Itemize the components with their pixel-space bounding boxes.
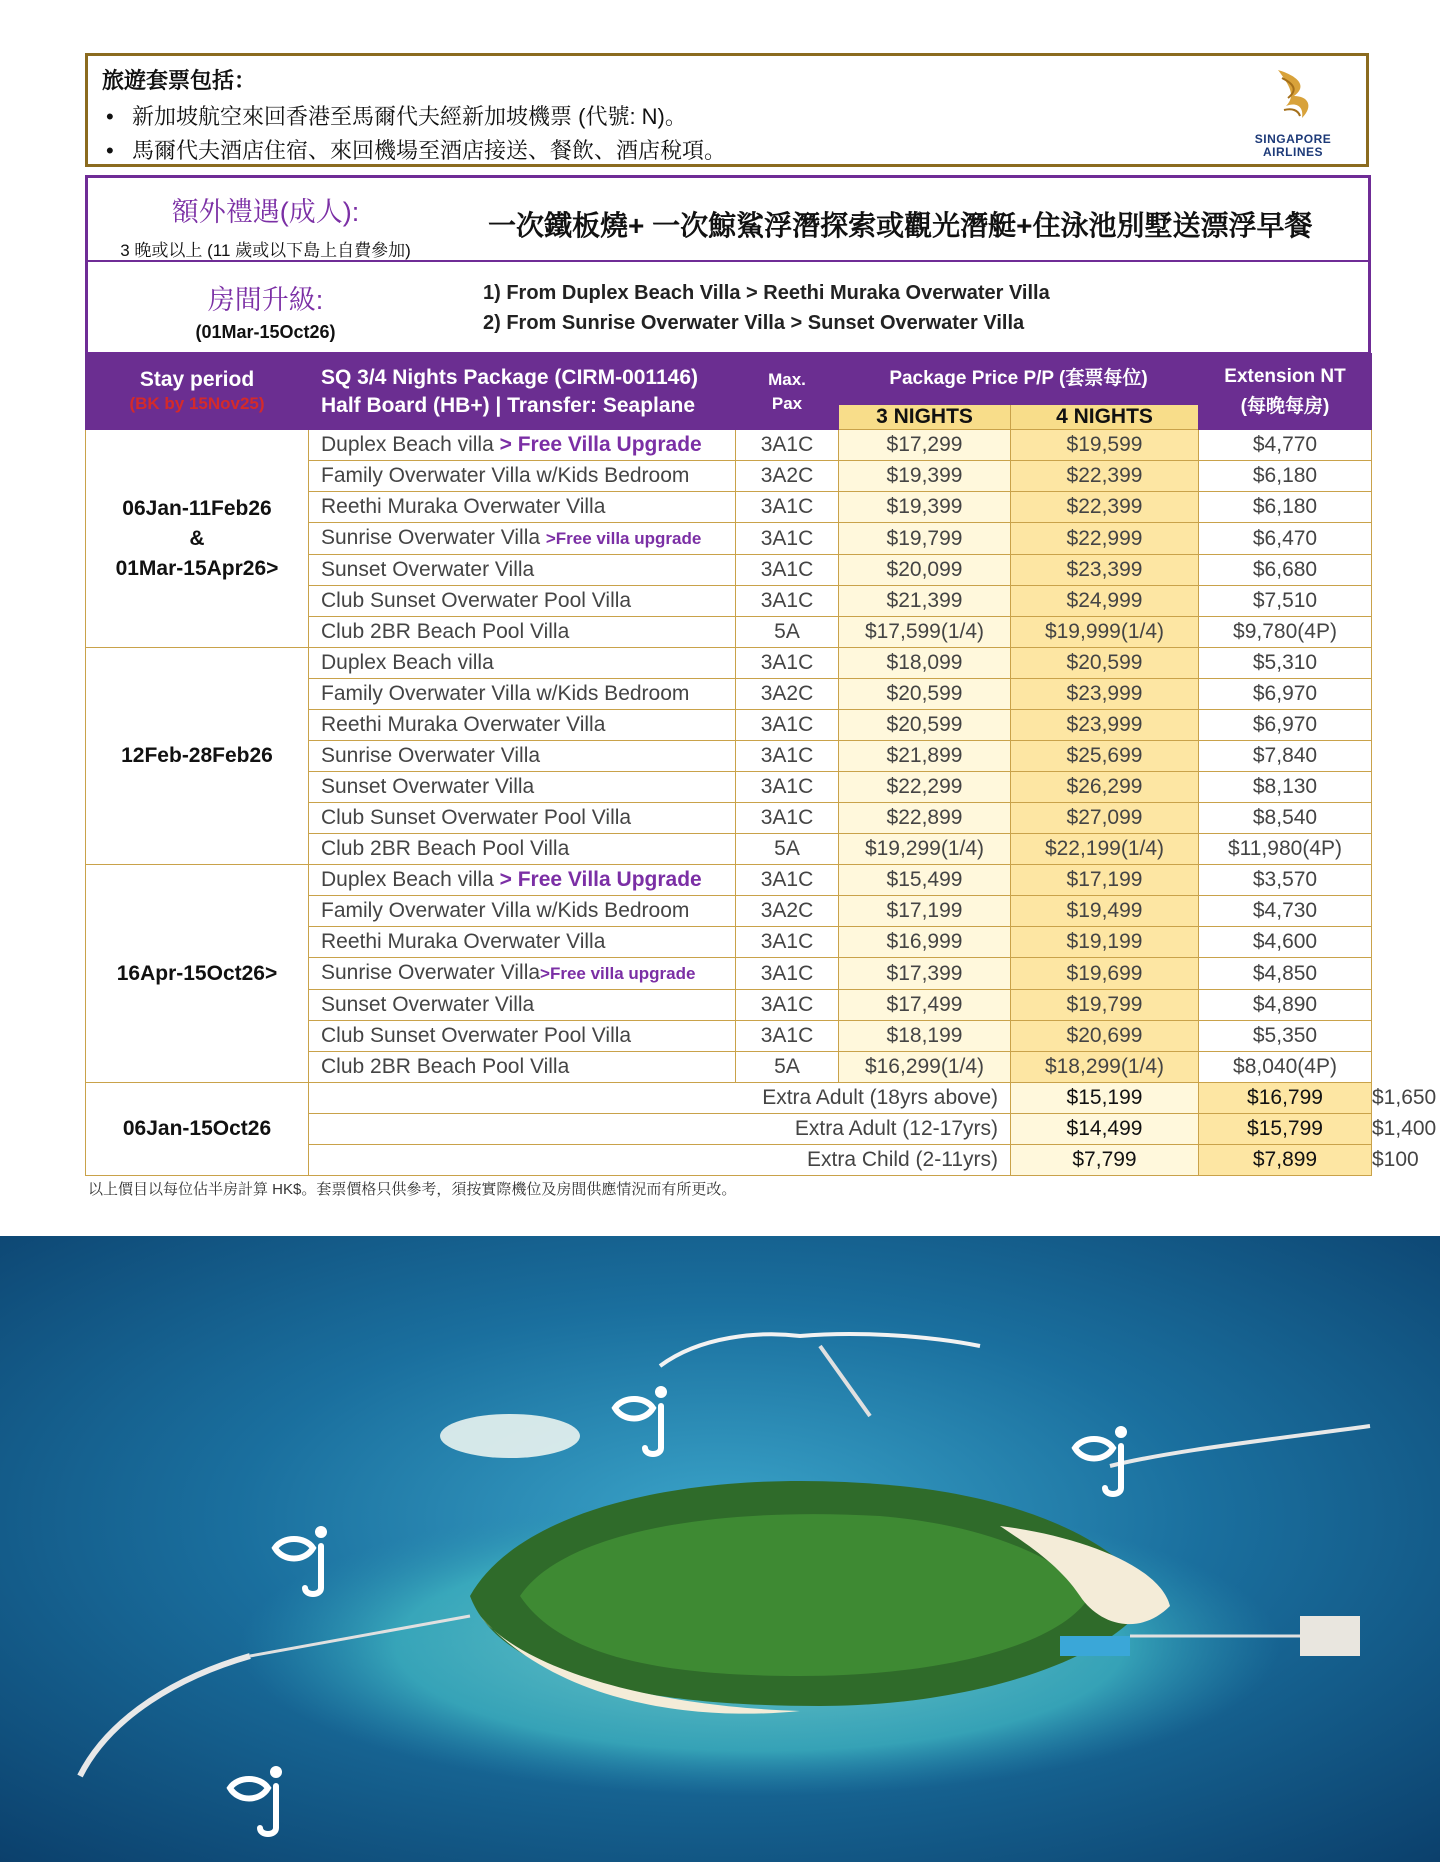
room-name-cell <box>309 958 736 990</box>
max-pax-cell: 3A2C <box>736 679 839 710</box>
price-4-nights-cell: $20,599 <box>1011 648 1199 679</box>
table-row <box>86 648 1372 679</box>
price-4-nights-cell: $27,099 <box>1011 803 1199 834</box>
price-4-nights-cell: $19,199 <box>1011 927 1199 958</box>
max-pax-cell: 5A <box>736 617 839 648</box>
room-name-cell <box>309 772 736 803</box>
room-name-cell <box>309 865 736 896</box>
max-pax-cell: 3A1C <box>736 710 839 741</box>
price-3-nights-cell: $17,399 <box>839 958 1011 990</box>
stay-period-label: 16Apr-15Oct26> <box>116 961 278 985</box>
room-name: Reethi Muraka Overwater Villa <box>321 930 606 953</box>
max-pax-cell: 3A1C <box>736 803 839 834</box>
room-name-cell <box>309 741 736 772</box>
price-4-nights-cell: $23,999 <box>1011 679 1199 710</box>
price-3-nights-cell: $19,299(1/4) <box>839 834 1011 865</box>
price-3-nights-cell: $19,399 <box>839 461 1011 492</box>
room-name: Sunrise Overwater Villa <box>321 744 541 767</box>
room-name: Reethi Muraka Overwater Villa <box>321 495 606 518</box>
price-4-nights-cell: $23,999 <box>1011 710 1199 741</box>
extension-cell: $6,180 <box>1199 492 1372 523</box>
extension-cell: $7,840 <box>1199 741 1372 772</box>
price-3-nights-cell: $18,199 <box>839 1021 1011 1052</box>
perks-heading: 額外禮遇(成人): <box>171 197 360 227</box>
price-4-nights-cell: $17,199 <box>1011 865 1199 896</box>
room-name-cell <box>309 710 736 741</box>
room-name: Family Overwater Villa w/Kids Bedroom <box>321 899 690 922</box>
price-4-nights-cell: $7,899 <box>1199 1145 1372 1176</box>
extension-cell: $4,850 <box>1199 958 1372 990</box>
bird-logo-icon <box>1268 66 1318 128</box>
price-4-nights-cell: $20,699 <box>1011 1021 1199 1052</box>
price-3-nights-cell: $14,499 <box>1011 1114 1199 1145</box>
max-pax-cell: 3A1C <box>736 741 839 772</box>
inclusion-item: • 馬爾代夫酒店住宿、來回機場至酒店接送、餐飲、酒店稅項。 <box>102 134 726 168</box>
room-name-cell <box>309 679 736 710</box>
price-3-nights-cell: $22,299 <box>839 772 1011 803</box>
table-row: Extra Child (2-11yrs) $7,799 $7,899 $100 <box>86 1145 1372 1176</box>
upgrade-heading: 房間升級: <box>207 285 324 315</box>
price-4-nights-cell: $23,399 <box>1011 555 1199 586</box>
extension-cell: $8,130 <box>1199 772 1372 803</box>
room-name: Family Overwater Villa w/Kids Bedroom <box>321 464 690 487</box>
room-name: Sunrise Overwater Villa <box>321 526 546 549</box>
stay-period-label: 06Jan-11Feb26 <box>122 496 272 520</box>
room-name-cell <box>309 555 736 586</box>
header-package <box>309 354 736 430</box>
price-4-nights-cell: $22,999 <box>1011 523 1199 555</box>
price-3-nights-cell: $17,299 <box>839 430 1011 461</box>
room-name: Sunset Overwater Villa <box>321 993 535 1016</box>
price-4-nights-cell: $19,999(1/4) <box>1011 617 1199 648</box>
perks-condition: 3 晚或以上 (11 歲或以下島上自費參加) <box>120 241 411 260</box>
price-4-nights-cell: $18,299(1/4) <box>1011 1052 1199 1083</box>
room-name-cell <box>309 461 736 492</box>
price-4-nights-cell: $19,599 <box>1011 430 1199 461</box>
price-table <box>85 353 1437 1176</box>
price-3-nights-cell: $21,899 <box>839 741 1011 772</box>
room-name: Sunset Overwater Villa <box>321 775 535 798</box>
inclusion-list <box>102 100 726 168</box>
extension-cell: $9,780(4P) <box>1199 617 1372 648</box>
free-upgrade-tag: > Free Villa Upgrade <box>499 868 702 891</box>
price-3-nights-cell: $18,099 <box>839 648 1011 679</box>
max-pax-cell: 3A1C <box>736 648 839 679</box>
logo-line1: SINGAPORE <box>1254 132 1332 146</box>
extension-cell: $5,350 <box>1199 1021 1372 1052</box>
room-name-cell <box>309 927 736 958</box>
inclusion-box <box>85 53 1369 167</box>
extension-cell: $6,970 <box>1199 679 1372 710</box>
header-stay <box>86 354 309 430</box>
header-pax-line: Pax <box>771 393 803 413</box>
room-name-cell <box>309 648 736 679</box>
header-pax <box>736 354 839 430</box>
room-name-cell <box>309 896 736 927</box>
room-name: Duplex Beach villa <box>321 433 500 456</box>
stay-period-cell: 06Jan-15Oct26 <box>86 1083 309 1176</box>
max-pax-cell: 3A1C <box>736 865 839 896</box>
price-4-nights-cell: $15,799 <box>1199 1114 1372 1145</box>
price-4-nights-cell: $19,499 <box>1011 896 1199 927</box>
max-pax-cell: 3A1C <box>736 927 839 958</box>
resort-aerial-photo <box>0 1236 1440 1862</box>
extension-cell: $6,180 <box>1199 461 1372 492</box>
price-table-body <box>86 430 1437 1176</box>
room-name: Duplex Beach villa <box>321 651 494 674</box>
extension-cell: $4,730 <box>1199 896 1372 927</box>
extension-cell: $4,600 <box>1199 927 1372 958</box>
header-package-price: Package Price P/P (套票每位) <box>839 354 1199 405</box>
price-4-nights-cell: $24,999 <box>1011 586 1199 617</box>
extra-guest-label: Extra Adult (18yrs above) <box>309 1083 1011 1114</box>
max-pax-cell: 3A1C <box>736 772 839 803</box>
room-name-cell <box>309 990 736 1021</box>
perks-box <box>85 175 1371 355</box>
room-name-cell <box>309 803 736 834</box>
price-3-nights-cell: $21,399 <box>839 586 1011 617</box>
room-name: Sunrise Overwater Villa <box>321 961 541 984</box>
extension-cell: $6,470 <box>1199 523 1372 555</box>
price-3-nights-cell: $17,499 <box>839 990 1011 1021</box>
room-name: Club Sunset Overwater Pool Villa <box>321 806 632 829</box>
header-pax-line: Max. <box>768 369 806 389</box>
room-name-cell <box>309 1052 736 1083</box>
upgrade-line: 2) From Sunrise Overwater Villa > Sunset Overwater Villa <box>483 312 1025 334</box>
price-3-nights-cell: $19,399 <box>839 492 1011 523</box>
room-name-cell <box>309 523 736 555</box>
price-4-nights-cell: $19,799 <box>1011 990 1199 1021</box>
price-3-nights-cell: $16,999 <box>839 927 1011 958</box>
price-3-nights-cell: $15,499 <box>839 865 1011 896</box>
stay-period-label: 01Mar-15Apr26> <box>115 556 279 580</box>
stay-period-cell <box>86 648 309 865</box>
room-name-cell <box>309 492 736 523</box>
inclusion-item: • 新加坡航空來回香港至馬爾代夫經新加坡機票 (代號: N)。 <box>102 100 726 134</box>
extension-cell: $7,510 <box>1199 586 1372 617</box>
extension-cell: $4,770 <box>1199 430 1372 461</box>
price-4-nights-cell: $26,299 <box>1011 772 1199 803</box>
table-row: 06Jan-15Oct26 Extra Adult (18yrs above) $15,199 $16,799 $1,650 <box>86 1083 1372 1114</box>
extension-cell: $8,540 <box>1199 803 1372 834</box>
room-name-cell <box>309 1021 736 1052</box>
price-3-nights-cell: $22,899 <box>839 803 1011 834</box>
table-row: Extra Adult (12-17yrs) $14,499 $15,799 $1,400 <box>86 1114 1372 1145</box>
max-pax-cell: 5A <box>736 834 839 865</box>
table-row <box>86 430 1372 461</box>
price-4-nights-cell: $25,699 <box>1011 741 1199 772</box>
price-4-nights-cell: $16,799 <box>1199 1083 1372 1114</box>
header-package-line: Half Board (HB+) | Transfer: Seaplane <box>321 393 696 417</box>
header-extension <box>1199 354 1372 430</box>
extension-cell: $8,040(4P) <box>1199 1052 1372 1083</box>
extension-cell: $6,680 <box>1199 555 1372 586</box>
price-3-nights-cell: $17,199 <box>839 896 1011 927</box>
price-3-nights-cell: $20,099 <box>839 555 1011 586</box>
inclusion-title: 旅遊套票包括： <box>102 68 257 93</box>
room-name: Duplex Beach villa <box>321 868 500 891</box>
singapore-airlines-logo <box>1248 66 1338 158</box>
max-pax-cell: 5A <box>736 1052 839 1083</box>
price-3-nights-cell: $20,599 <box>839 679 1011 710</box>
max-pax-cell: 3A2C <box>736 896 839 927</box>
perks-row <box>88 178 1368 262</box>
header-stay-label: Stay period <box>139 367 255 391</box>
room-name: Sunset Overwater Villa <box>321 558 535 581</box>
stay-period-cell <box>86 430 309 648</box>
price-3-nights-cell: $15,199 <box>1011 1083 1199 1114</box>
max-pax-cell: 3A1C <box>736 492 839 523</box>
header-extension-line: (每晚每房) <box>1240 395 1330 417</box>
max-pax-cell: 3A1C <box>736 958 839 990</box>
price-3-nights-cell: $17,599(1/4) <box>839 617 1011 648</box>
room-name-cell <box>309 617 736 648</box>
room-name: Family Overwater Villa w/Kids Bedroom <box>321 682 690 705</box>
price-3-nights-cell: $19,799 <box>839 523 1011 555</box>
price-3-nights-cell: $7,799 <box>1011 1145 1199 1176</box>
perks-text: 一次鐵板燒+ 一次鯨鯊浮潛探索或觀光潛艇+住泳池別墅送漂浮早餐 <box>488 210 1313 241</box>
room-name-cell <box>309 586 736 617</box>
header-4-nights: 4 NIGHTS <box>1011 405 1199 430</box>
extension-cell: $6,970 <box>1199 710 1372 741</box>
room-name: Reethi Muraka Overwater Villa <box>321 713 606 736</box>
footnote: 以上價目以每位佔半房計算 HK$。套票價格只供參考，須按實際機位及房間供應情況而有所更改。 <box>88 1181 737 1198</box>
max-pax-cell: 3A1C <box>736 1021 839 1052</box>
max-pax-cell: 3A1C <box>736 990 839 1021</box>
max-pax-cell: 3A1C <box>736 523 839 555</box>
free-upgrade-tag: > Free Villa Upgrade <box>499 433 702 456</box>
room-name: Club Sunset Overwater Pool Villa <box>321 589 632 612</box>
room-name: Club Sunset Overwater Pool Villa <box>321 1024 632 1047</box>
logo-line2: AIRLINES <box>1262 145 1323 159</box>
upgrade-line: 1) From Duplex Beach Villa > Reethi Muraka Overwater Villa <box>483 282 1050 304</box>
room-name-cell <box>309 834 736 865</box>
header-stay-note: (BK by 15Nov25) <box>129 393 265 413</box>
max-pax-cell: 3A1C <box>736 555 839 586</box>
max-pax-cell: 3A1C <box>736 430 839 461</box>
upgrade-period: (01Mar-15Oct26) <box>195 322 336 342</box>
room-name: Club 2BR Beach Pool Villa <box>321 837 570 860</box>
stay-period-cell <box>86 865 309 1083</box>
price-3-nights-cell: $16,299(1/4) <box>839 1052 1011 1083</box>
price-4-nights-cell: $22,199(1/4) <box>1011 834 1199 865</box>
extension-cell: $5,310 <box>1199 648 1372 679</box>
stay-period-label: & <box>189 526 205 550</box>
stay-period-label: 12Feb-28Feb26 <box>121 744 273 767</box>
price-4-nights-cell: $22,399 <box>1011 492 1199 523</box>
price-4-nights-cell: $22,399 <box>1011 461 1199 492</box>
price-4-nights-cell: $19,699 <box>1011 958 1199 990</box>
free-upgrade-tag: >Free villa upgrade <box>545 529 702 548</box>
header-extension-line: Extension NT <box>1224 365 1346 387</box>
header-3-nights: 3 NIGHTS <box>839 405 1011 430</box>
room-name: Club 2BR Beach Pool Villa <box>321 620 570 643</box>
free-upgrade-tag: >Free villa upgrade <box>540 964 696 983</box>
room-name: Club 2BR Beach Pool Villa <box>321 1055 570 1078</box>
max-pax-cell: 3A2C <box>736 461 839 492</box>
room-name-cell <box>309 430 736 461</box>
extra-guest-label: Extra Child (2-11yrs) <box>309 1145 1011 1176</box>
max-pax-cell: 3A1C <box>736 586 839 617</box>
table-row <box>86 865 1372 896</box>
price-3-nights-cell: $20,599 <box>839 710 1011 741</box>
extension-cell: $4,890 <box>1199 990 1372 1021</box>
extension-cell: $11,980(4P) <box>1199 834 1372 865</box>
extra-guest-label: Extra Adult (12-17yrs) <box>309 1114 1011 1145</box>
header-package-line: SQ 3/4 Nights Package (CIRM-001146) <box>321 365 698 389</box>
extension-cell: $3,570 <box>1199 865 1372 896</box>
